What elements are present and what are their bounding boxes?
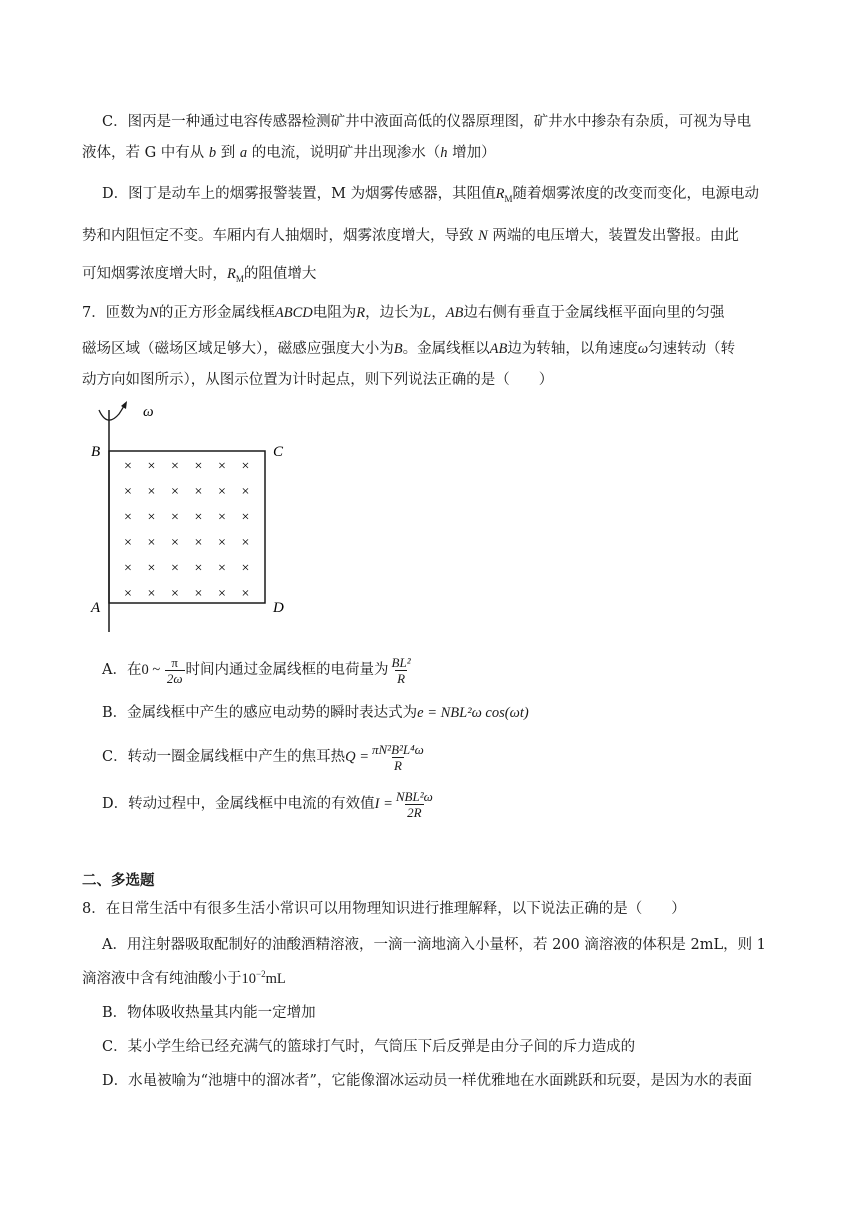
text: 时间内通过金属线框的电荷量为 — [185, 662, 389, 678]
field-cross: × — [218, 459, 226, 474]
var-AB: AB — [489, 341, 508, 357]
var-L: L — [423, 305, 432, 321]
field-cross: × — [241, 535, 250, 551]
emf-expression: e = NBL²ω cos(ωt) — [417, 705, 529, 721]
field-cross: × — [147, 535, 156, 551]
text: ， — [431, 305, 446, 321]
numerator: BL² — [391, 654, 411, 670]
numerator: NBL²ω — [395, 788, 433, 804]
field-cross: × — [218, 484, 226, 500]
field-cross: × — [241, 484, 250, 500]
text: D．水黾被喻为“池塘中的溜冰者”，它能像溜冰运动员一样优雅地在水面跳跃和玩耍，是因为水的表面 — [102, 1073, 752, 1089]
field-cross: × — [171, 459, 179, 474]
denominator: R — [397, 670, 406, 686]
numerator: π — [171, 654, 178, 670]
var-B: B — [393, 341, 403, 357]
vertex-c-label: C — [273, 444, 284, 460]
field-cross: × — [218, 535, 226, 551]
text: A．在 — [102, 662, 142, 678]
rotation-arrow — [99, 404, 125, 420]
field-cross: × — [194, 535, 203, 551]
var-N: N — [478, 228, 488, 244]
q8-option-b — [102, 1003, 316, 1023]
denominator: 2ω — [166, 670, 183, 686]
var-R: R — [227, 266, 236, 282]
var-R: R — [356, 305, 366, 321]
fraction-joule-heat — [370, 742, 426, 773]
q8-option-d — [102, 1071, 752, 1091]
text: C．转动一圈金属线框中产生的焦耳热 — [102, 749, 346, 765]
power-base: 10 — [241, 971, 256, 987]
text: 7．匝数为 — [82, 305, 150, 321]
text: 。金属线框以 — [402, 341, 490, 357]
field-cross: × — [124, 586, 132, 602]
field-cross: × — [194, 484, 203, 500]
text: 8．在日常生活中有很多生活小常识可以用物理知识进行推理解释，以下说法正确的是（ ） — [82, 901, 686, 917]
unit: mL — [265, 971, 286, 987]
text: C．图丙是一种通过电容传感器检测矿井中液面高低的仪器原理图，矿井水中掺杂有杂质，可视为导电 — [102, 114, 752, 130]
q6-option-d-line1 — [102, 184, 759, 204]
text: 液体，若 G 中有从 — [82, 145, 209, 161]
field-cross: × — [194, 586, 203, 602]
field-cross: × — [218, 561, 226, 576]
text: 电阻为 — [312, 305, 357, 321]
q6-option-c-line1 — [102, 112, 751, 132]
field-cross: × — [147, 484, 156, 500]
var-AB: AB — [445, 305, 464, 321]
field-cross: × — [147, 510, 156, 525]
text: 随着烟雾浓度的改变而变化，电源电动 — [512, 186, 759, 202]
text: 匀速转动（转 — [648, 341, 736, 357]
field-cross: × — [241, 459, 250, 474]
var-b: b — [208, 145, 217, 161]
field-cross: × — [171, 561, 179, 576]
field-cross: × — [147, 459, 156, 474]
text: 到 — [216, 145, 240, 161]
lhs: I = — [374, 796, 393, 812]
text: B．金属线框中产生的感应电动势的瞬时表达式为 — [102, 705, 418, 721]
field-cross: × — [171, 586, 179, 602]
text: D．转动过程中，金属线框中电流的有效值 — [102, 796, 375, 812]
text: 的正方形金属线框 — [158, 305, 275, 321]
q8-option-a-line1 — [102, 935, 766, 955]
text: 可知烟雾浓度增大时， — [82, 266, 227, 282]
rotation-arrowhead — [121, 401, 127, 409]
text: 动方向如图所示），从图示位置为计时起点，则下列说法正确的是（ ） — [82, 372, 554, 388]
sub-M: M — [235, 273, 244, 284]
var-omega: ω — [637, 341, 649, 357]
lhs: Q = — [345, 749, 369, 765]
field-cross: × — [171, 510, 179, 525]
fraction-pi-over-2omega — [165, 655, 185, 686]
field-cross: × — [218, 586, 226, 602]
q7-option-b — [102, 703, 529, 723]
text: 增加） — [447, 145, 496, 161]
text: C．某小学生给已经充满气的篮球打气时，气筒压下后反弹是由分子间的斥力造成的 — [102, 1039, 636, 1055]
section-title — [82, 871, 155, 891]
q8-option-a-line2 — [82, 969, 286, 989]
q7-stem-line2 — [82, 339, 735, 359]
field-cross: × — [124, 561, 132, 576]
q7-stem-line3 — [82, 370, 553, 390]
field-cross: × — [124, 459, 132, 474]
text: 势和内阻恒定不变。车厢内有人抽烟时，烟雾浓度增大，导致 — [82, 228, 479, 244]
q6-option-d-line3 — [82, 264, 316, 284]
q8-option-c — [102, 1037, 635, 1057]
q7-option-d — [102, 785, 436, 823]
field-cross: × — [241, 586, 250, 602]
text: 两端的电压增大，装置发出警报。由此 — [487, 228, 739, 244]
field-cross: × — [218, 510, 226, 525]
q6-option-c-line2 — [82, 143, 496, 163]
rotating-loop-diagram — [85, 400, 295, 638]
var-N: N — [149, 305, 159, 321]
text: 滴溶液中含有纯油酸小于 — [82, 971, 242, 987]
text: 的阻值增大 — [243, 266, 317, 282]
magnetic-field-crosses — [124, 459, 249, 602]
field-cross: × — [124, 484, 132, 500]
field-cross: × — [241, 561, 250, 576]
denominator: 2R — [407, 804, 422, 820]
text: 边右侧有垂直于金属线框平面向里的匀强 — [463, 305, 725, 321]
field-cross: × — [194, 459, 203, 474]
text: 的电流，说明矿井出现渗水（ — [247, 145, 441, 161]
q8-stem — [82, 899, 686, 919]
fraction-effective-current — [394, 789, 435, 820]
field-cross: × — [124, 535, 132, 551]
text: B．物体吸收热量其内能一定增加 — [102, 1005, 316, 1021]
vertex-d-label: D — [273, 600, 284, 616]
power-exponent: −2 — [256, 969, 266, 980]
fraction-bl2-over-r — [390, 655, 413, 686]
q7-option-c — [102, 738, 427, 776]
field-cross: × — [241, 510, 250, 525]
field-cross: × — [194, 510, 203, 525]
field-cross: × — [171, 535, 179, 551]
field-cross: × — [124, 510, 132, 525]
q7-option-a — [102, 651, 414, 689]
q6-option-d-line2 — [82, 226, 739, 246]
section-heading: 二、多选题 — [82, 872, 155, 889]
numerator: πN²B²L⁴ω — [371, 741, 424, 757]
range-start: 0 ~ — [141, 662, 164, 678]
var-R: R — [495, 186, 505, 202]
sub-M: M — [504, 193, 513, 204]
q7-stem-line1 — [82, 303, 724, 323]
text: ，边长为 — [365, 305, 424, 321]
field-cross: × — [194, 561, 203, 576]
field-cross: × — [147, 586, 156, 602]
var-h: h — [440, 145, 448, 161]
text: 磁场区域（磁场区域足够大），磁感应强度大小为 — [82, 341, 394, 357]
text: 边为转轴，以角速度 — [507, 341, 638, 357]
text: A．用注射器吸取配制好的油酸酒精溶液，一滴一滴地滴入小量杯，若 200 滴溶液的体积是 2mL，则 1 — [102, 937, 766, 953]
field-cross: × — [171, 484, 179, 500]
vertex-b-label: B — [91, 444, 101, 460]
vertex-a-label: A — [91, 600, 101, 616]
var-ABCD: ABCD — [274, 305, 313, 321]
field-cross: × — [147, 561, 156, 576]
text: D．图丁是动车上的烟雾报警装置，M 为烟雾传感器，其阻值 — [102, 186, 496, 202]
var-a: a — [239, 145, 248, 161]
omega-label: ω — [143, 404, 154, 420]
denominator: R — [393, 757, 402, 773]
